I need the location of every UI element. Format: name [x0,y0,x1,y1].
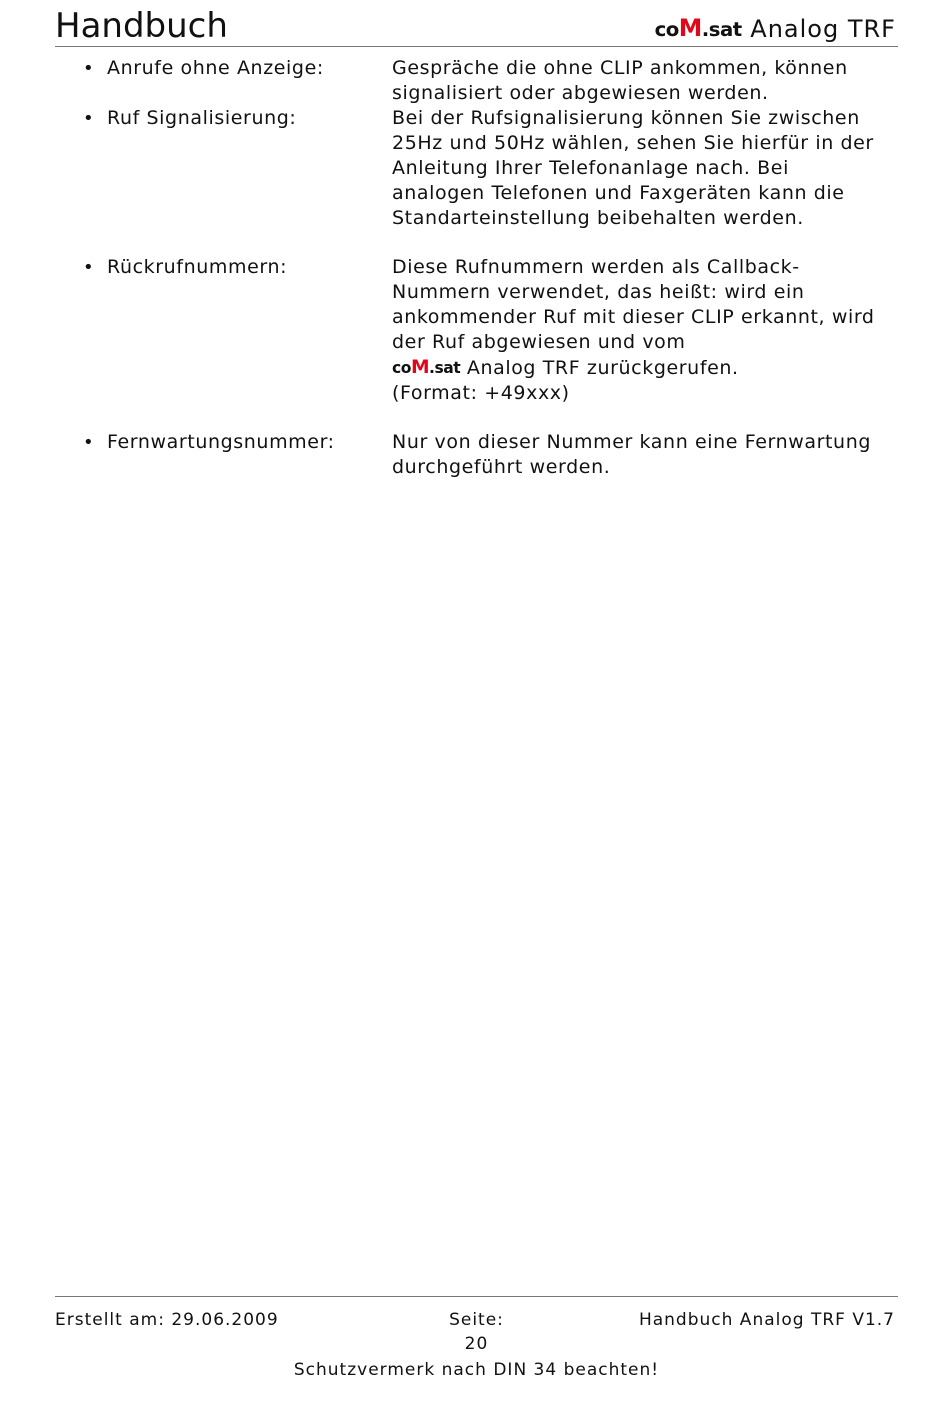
comsat-logo: coM.sat [392,357,461,378]
header-title: Handbuch [55,6,228,46]
entry-description [392,430,902,480]
footer-page-label: Seite: [449,1310,504,1330]
header-product-name: Analog TRF [750,15,896,43]
description-line: Diese Rufnummern werden als Callback- [392,256,800,278]
comsat-logo: coM.sat [654,14,742,42]
list-item-anrufe-ohne-anzeige [0,56,950,106]
bullet-icon: • [83,58,94,79]
header-product [655,14,896,44]
description-line: Standarteinstellung beibehalten werden. [392,207,804,229]
entry-term: Fernwartungsnummer: [107,431,335,453]
footer-page-number: 20 [464,1334,489,1354]
description-line: analogen Telefonen und Faxgeräten kann die [392,182,845,204]
footer-copyright-note: Schutzvermerk nach DIN 34 beachten! [293,1360,660,1380]
footer-doc-title: Handbuch Analog TRF V1.7 [638,1310,895,1330]
page-header [55,6,898,47]
description-line: der Ruf abgewiesen und vom [392,331,686,353]
entry-description [392,255,902,406]
list-item-fernwartungsnummer [0,430,950,480]
settings-list [0,56,950,504]
entry-description [392,56,902,106]
description-line: Gespräche die ohne CLIP ankommen, können [392,57,848,79]
description-line: Anleitung Ihrer Telefonanlage nach. Bei [392,157,789,179]
entry-term: Ruf Signalisierung: [107,107,297,129]
format-hint: (Format: +49xxx) [392,382,570,404]
description-line: 25Hz und 50Hz wählen, sehen Sie hierfür in der [392,132,874,154]
description-line: Nummern verwendet, das heißt: wird ein [392,281,805,303]
entry-description [392,106,902,231]
description-line: signalisiert oder abgewiesen werden. [392,82,769,104]
list-item-ruf-signalisierung [0,106,950,231]
description-line-brand: coM.sat Analog TRF zurückgerufen. [392,357,739,379]
footer-created-date: Erstellt am: 29.06.2009 [55,1310,279,1330]
bullet-icon: • [83,432,94,453]
bullet-icon: • [83,108,94,129]
page-footer [55,1296,898,1382]
description-line: Nur von dieser Nummer kann eine Fernwartung [392,431,871,453]
entry-term: Anrufe ohne Anzeige: [107,57,324,79]
description-line: Bei der Rufsignalisierung können Sie zwischen [392,107,860,129]
bullet-icon: • [83,257,94,278]
entry-term: Rückrufnummern: [107,256,288,278]
description-line: ankommender Ruf mit dieser CLIP erkannt, wird [392,306,875,328]
description-line: durchgeführt werden. [392,456,611,478]
list-item-rueckrufnummern [0,255,950,406]
